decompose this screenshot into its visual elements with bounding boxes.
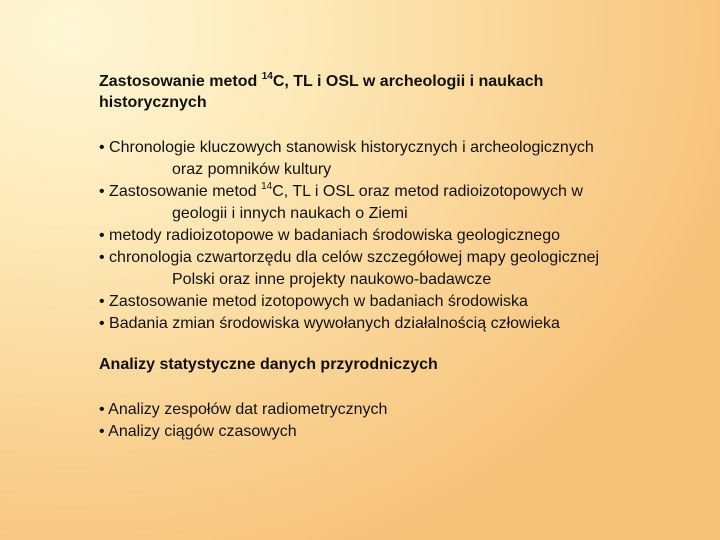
list-item-text: • chronologia czwartorzędu dla celów szczegółowej mapy geologicznej	[99, 249, 600, 266]
list-item-text-rest: C, TL i OSL oraz metod radioizotopowych w	[272, 183, 583, 200]
list-item-continuation: geologii i innych naukach o Ziemi	[172, 205, 408, 222]
section-heading-statistics: Analizy statystyczne danych przyrodniczych	[99, 356, 438, 373]
list-item-superscript: 14	[261, 180, 273, 192]
list-item-continuation: oraz pomników kultury	[172, 161, 332, 178]
list-item-text: • Analizy ciągów czasowych	[99, 423, 297, 440]
list-item-text: • Badania zmian środowiska wywołanych działalnością człowieka	[99, 315, 560, 332]
section-heading-methods	[99, 71, 699, 113]
methods-bullet-list	[99, 137, 699, 335]
statistics-bullet-list	[99, 399, 699, 443]
list-item-text: • Zastosowanie metod izotopowych w badaniach środowiska	[99, 293, 528, 310]
list-item-continuation: Polski oraz inne projekty naukowo-badawcze	[172, 271, 492, 288]
list-item	[99, 313, 699, 335]
list-item	[99, 291, 699, 313]
list-item-text: • Chronologie kluczowych stanowisk historycznych i archeologicznych	[99, 139, 594, 156]
list-item-text-prefix: • Zastosowanie metod	[99, 183, 262, 200]
slide-content	[99, 71, 699, 443]
list-item	[99, 421, 699, 443]
list-item	[99, 247, 699, 291]
list-item	[99, 225, 699, 247]
heading-superscript: 14	[261, 70, 273, 82]
list-item-text: • metody radioizotopowe w badaniach środowiska geologicznego	[99, 227, 560, 244]
list-item	[99, 137, 699, 181]
list-item-text: • Analizy zespołów dat radiometrycznych	[99, 401, 388, 418]
heading-text-prefix: Zastosowanie metod	[99, 73, 262, 90]
list-item	[99, 399, 699, 421]
heading-text-line2: historycznych	[99, 94, 207, 111]
heading-text-rest: C, TL i OSL w archeologii i naukach	[272, 73, 544, 90]
list-item	[99, 181, 699, 225]
